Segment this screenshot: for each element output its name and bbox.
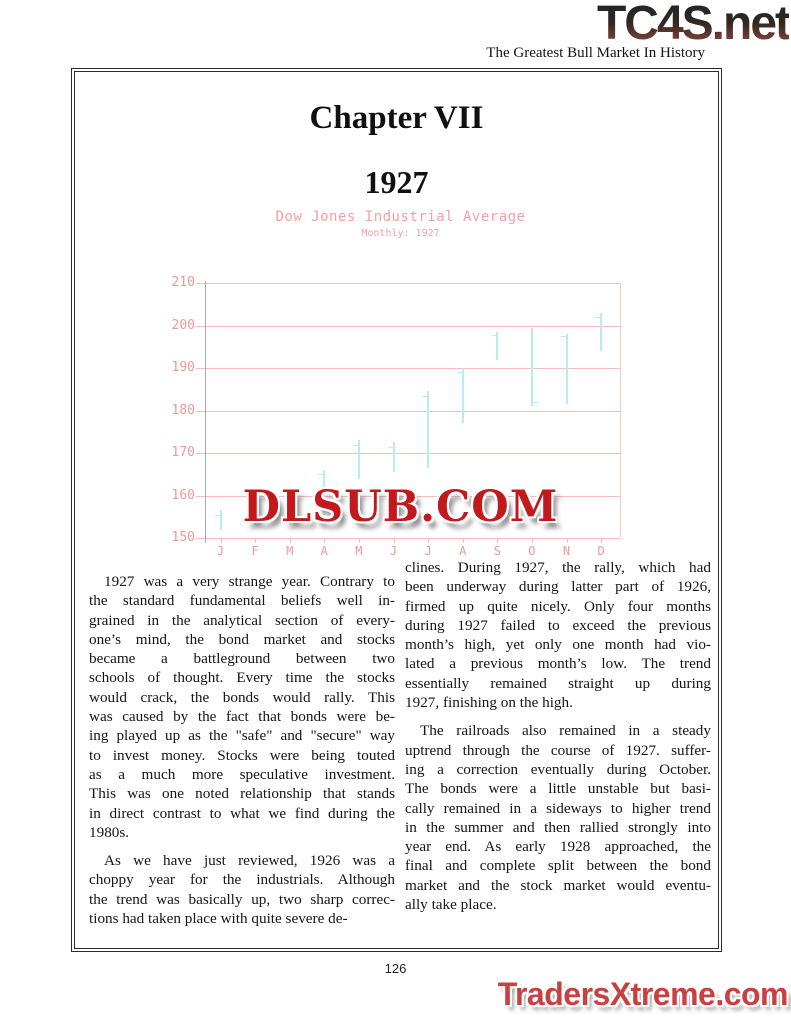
- x-axis-tick: [290, 538, 291, 543]
- text-line: in direct contrast to what we find during the: [89, 804, 395, 822]
- x-axis-tick: [324, 538, 325, 543]
- text-line: was caused by the fact that bonds were be-: [89, 708, 395, 726]
- text-line: cally remained in a sideways to higher trend: [405, 799, 711, 817]
- open-tick: [318, 474, 323, 475]
- x-axis-label: D: [597, 544, 605, 558]
- x-axis-tick: [463, 538, 464, 543]
- page-border: [71, 68, 722, 952]
- gridline: [196, 538, 620, 539]
- price-bar: [427, 391, 429, 468]
- year-heading: 1927: [364, 164, 429, 200]
- text-line: ing a correction eventually during October.: [405, 760, 711, 778]
- x-axis-label: J: [389, 544, 398, 558]
- text-line: in the summer and then rallied strongly into: [405, 818, 711, 836]
- page-number: 126: [384, 961, 407, 976]
- x-axis-label: F: [251, 544, 259, 558]
- text-line: This was one noted relationship that stands: [89, 785, 395, 803]
- price-bar: [462, 368, 464, 423]
- text-line: clines. During 1927, the rally, which had: [405, 559, 711, 576]
- x-axis-label: J: [424, 544, 432, 558]
- text-line: 1980s.: [89, 823, 130, 841]
- x-axis-tick: [428, 538, 429, 543]
- x-axis-label: A: [320, 544, 328, 558]
- price-bar: [496, 332, 498, 360]
- x-axis-label: O: [528, 544, 536, 558]
- text-line: ing played up as the "safe" and "secure" way: [89, 727, 395, 745]
- text-line: 1927, finishing on the high.: [405, 694, 573, 712]
- text-line: would crack, the bonds would rally. This: [89, 688, 395, 706]
- text-line: 1927 was a very strange year. Contrary to: [104, 573, 395, 590]
- price-bar: [600, 313, 602, 351]
- text-line: schools of thought. Every time the stocks: [89, 669, 395, 687]
- x-axis-tick: [532, 538, 533, 543]
- x-axis-label: A: [459, 544, 467, 558]
- plot-right-border: [620, 283, 621, 538]
- open-tick: [353, 445, 358, 446]
- paragraph: [89, 851, 395, 928]
- x-axis-tick: [221, 538, 222, 543]
- price-bar: [358, 440, 360, 478]
- paragraph: [405, 721, 711, 914]
- x-axis-tick: [359, 538, 360, 543]
- text-line: tions had taken place with quite severe de-: [89, 910, 348, 928]
- gridline: [196, 326, 620, 327]
- y-axis-label: 160: [171, 487, 195, 503]
- gridline: [196, 411, 620, 412]
- text-line: As we have just reviewed, 1926 was a: [104, 852, 395, 870]
- right-column: [405, 558, 711, 914]
- open-tick: [422, 396, 427, 397]
- gridline: [196, 368, 620, 369]
- text-line: one’s mind, the bond market and stocks: [89, 630, 395, 648]
- y-axis-label: 170: [171, 445, 195, 460]
- text-line: to invest money. Stocks were being touted: [89, 746, 395, 764]
- text-line: as a much more speculative investment.: [89, 765, 395, 783]
- text-line: final and complete split between the bond: [405, 857, 711, 875]
- text-line: The bonds were a little unstable but basi-: [405, 780, 711, 798]
- text-line: year end. As early 1928 approached, the: [405, 838, 711, 856]
- text-line: essentially remained straight up during: [405, 674, 711, 692]
- open-tick: [388, 447, 393, 448]
- chart-subtitle: Monthly: 1927: [361, 228, 440, 239]
- text-line: the standard fundamental beliefs well in-: [89, 592, 395, 610]
- text-line: ally take place.: [405, 896, 497, 914]
- open-tick: [595, 317, 600, 318]
- price-bar: [531, 328, 533, 407]
- site-logo-tc4s: TC4S.net: [596, 0, 789, 50]
- chart-title: Dow Jones Industrial Average: [275, 209, 526, 225]
- y-axis-label: 210: [171, 275, 195, 290]
- text-line: choppy year for the industrials. Although: [89, 871, 395, 889]
- paragraph: [89, 572, 395, 842]
- y-axis-label: 200: [171, 317, 195, 333]
- open-tick: [491, 335, 496, 336]
- text-line: market and the stock market would eventu-: [405, 876, 711, 894]
- y-axis-label: 150: [171, 530, 195, 545]
- y-axis-label: 180: [171, 402, 195, 418]
- chapter-heading: Chapter VII: [309, 100, 484, 136]
- price-bar: [393, 442, 395, 472]
- watermark-dlsub: DLSUB.COM: [242, 482, 559, 532]
- x-axis-label: J: [216, 544, 225, 558]
- text-line: uptrend through the course of 1927. suffer-: [405, 741, 711, 759]
- price-bar: [566, 334, 568, 404]
- x-axis-tick: [394, 538, 395, 543]
- text-line: during 1927 failed to exceed the previous: [405, 616, 711, 634]
- book-tagline: The Greatest Bull Market In History: [486, 45, 705, 61]
- text-line: firmed up quite nicely. Only four months: [405, 597, 711, 615]
- close-tick: [533, 402, 538, 403]
- paragraph: [405, 558, 711, 712]
- text-line: lated a previous month’s low. The trend: [405, 655, 711, 673]
- text-line: month’s high, yet only one month had vio-: [405, 636, 711, 654]
- gridline: [196, 453, 620, 454]
- text-line: been underway during latter part of 1926,: [405, 578, 711, 596]
- text-line: the trend was basically up, two sharp correc-: [89, 890, 395, 908]
- open-tick: [561, 336, 566, 337]
- x-axis-tick: [255, 538, 256, 543]
- open-tick: [457, 372, 462, 373]
- x-axis-tick: [601, 538, 602, 543]
- left-column: [89, 572, 395, 928]
- text-line: The railroads also remained in a steady: [420, 722, 711, 740]
- x-axis-label: M: [286, 544, 294, 558]
- x-axis-tick: [567, 538, 568, 543]
- x-axis-label: S: [493, 544, 501, 558]
- text-line: became a battleground between two: [89, 650, 395, 668]
- gridline: [196, 283, 620, 284]
- site-logo-tradersxtreme: TradersXtreme.com: [497, 976, 788, 1012]
- text-line: grained in the analytical section of every-: [89, 611, 395, 629]
- x-axis-tick: [497, 538, 498, 543]
- x-axis-label: N: [562, 544, 571, 558]
- y-axis-label: 190: [171, 360, 195, 375]
- x-axis-label: M: [355, 544, 363, 558]
